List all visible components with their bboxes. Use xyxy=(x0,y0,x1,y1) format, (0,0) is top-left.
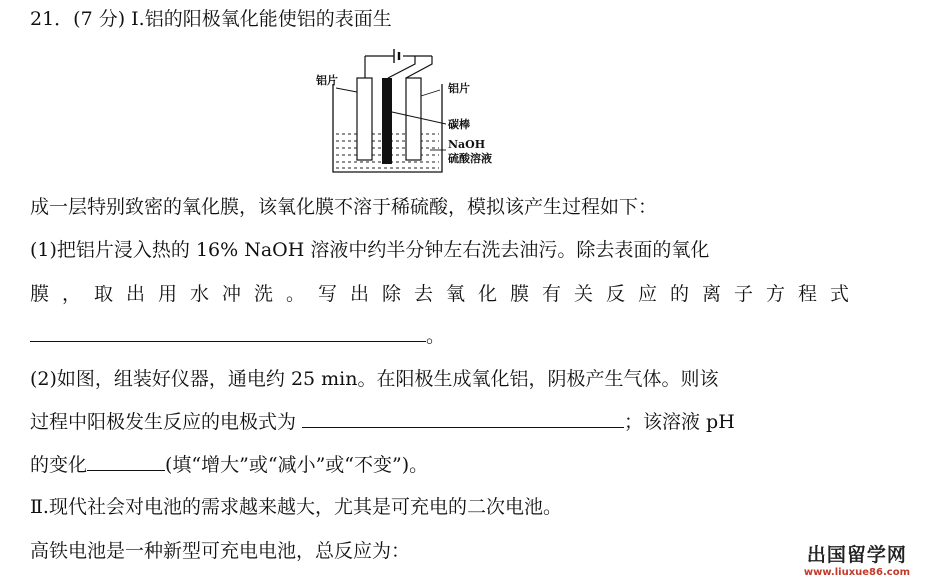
answer-blank-ph-change[interactable] xyxy=(87,469,165,471)
question-line-9: Ⅱ.现代社会对电池的需求越来越大，尤其是可充电的二次电池。 xyxy=(30,496,562,518)
answer-blank-anode-equation[interactable] xyxy=(302,426,624,428)
question-line-6: (2)如图，组装好仪器，通电约 25 min。在阳极生成氧化铝，阴极产生气体。则该 xyxy=(30,368,719,390)
answer-blank-ionic-equation[interactable] xyxy=(30,340,426,342)
battery-icon xyxy=(394,49,399,63)
question-line-2: 成一层特别致密的氧化膜，该氧化膜不溶于稀硫酸，模拟该产生过程如下： xyxy=(30,196,658,218)
right-aluminum-plate xyxy=(406,78,421,160)
label-right-plate: 铝片 xyxy=(448,82,470,95)
carbon-rod xyxy=(382,78,392,164)
question-line-5: 。 xyxy=(30,327,445,346)
question-line-4: 膜，取出用水冲洗。写出除去氧化膜有关反应的离子方程式 xyxy=(30,283,863,305)
left-aluminum-plate xyxy=(357,78,372,160)
watermark-url: www.liuxue86.com xyxy=(803,567,910,578)
watermark-logo xyxy=(804,540,910,578)
question-line-7: 过程中阳极发生反应的电极式为 ；该溶液 pH xyxy=(30,411,735,433)
label-carbon-rod: 碳棒 xyxy=(448,118,470,131)
label-solution-acid: 硫酸溶液 xyxy=(448,152,492,165)
question-line-1 xyxy=(30,10,392,29)
question-line-10: 高铁电池是一种新型可充电电池，总反应为： xyxy=(30,540,411,562)
label-solution-naoh: NaOH xyxy=(448,138,486,151)
label-left-plate: 铝片 xyxy=(316,74,338,87)
question-header-text: 21．(7 分) Ⅰ.铝的阳极氧化能使铝的表面生 xyxy=(30,8,392,30)
question-line-8: 的变化 (填“增大”或“减小”或“不变”)。 xyxy=(30,454,429,476)
electrolysis-apparatus-diagram xyxy=(310,44,510,184)
question-line-3: (1)把铝片浸入热的 16% NaOH 溶液中约半分钟左右洗去油污。除去表面的氧化 xyxy=(30,239,710,261)
watermark-name: 出国留学网 xyxy=(806,544,907,566)
